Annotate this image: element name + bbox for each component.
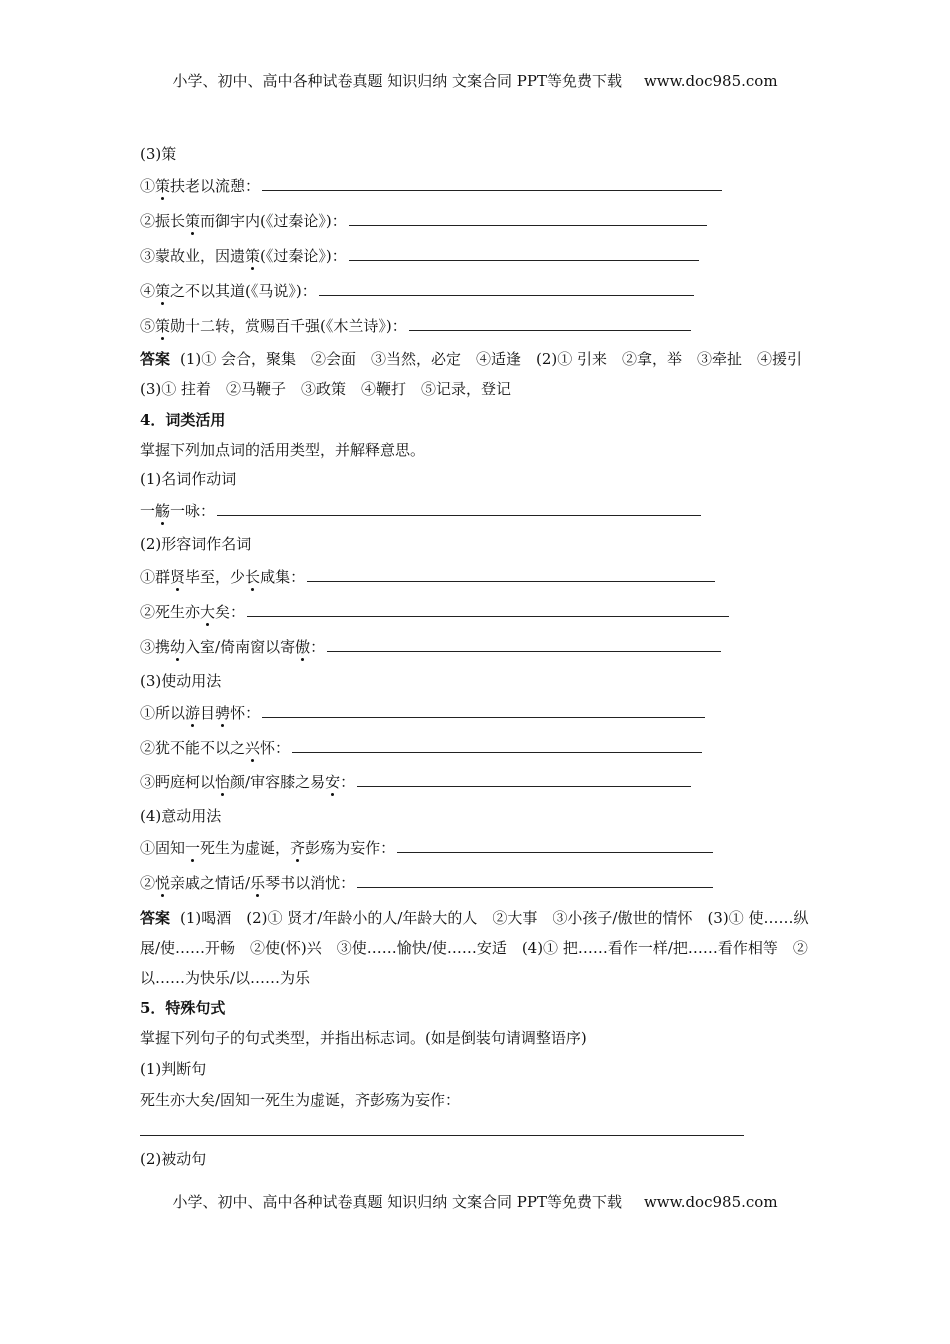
answer-blank[interactable] [397, 840, 713, 853]
s4-b-item-3: ③携幼入室/倚南窗以寄傲： [140, 636, 721, 658]
s4-a-item-1: 一觞一咏： [140, 500, 701, 522]
answer-blank[interactable] [357, 875, 713, 888]
section-5-title: 5．特殊句式 [140, 999, 226, 1017]
s5-a-text: 死生亦大矣/固知一死生为虚诞，齐彭殇为妄作： [140, 1091, 461, 1109]
s4-c-item-1: ①所以游目骋怀： [140, 702, 705, 724]
ce-item-4: ④策之不以其道(《马说》)： [140, 280, 694, 302]
answer-label: 答案 [140, 909, 171, 927]
answer-blank[interactable] [349, 213, 707, 226]
section-5-intro: 掌握下列句子的句式类型，并指出标志词。(如是倒装句请调整语序) [140, 1029, 587, 1047]
answer-blank[interactable] [262, 178, 722, 191]
s4-b-item-2: ②死生亦大矣： [140, 601, 729, 623]
answer-blank[interactable] [247, 604, 729, 617]
ce-heading: (3)策 [140, 145, 177, 163]
section-4-title: 4．词类活用 [140, 411, 226, 429]
answer-blank[interactable] [262, 705, 705, 718]
answer-blank[interactable] [292, 740, 702, 753]
section-4-intro: 掌握下列加点词的活用类型，并解释意思。 [140, 441, 426, 459]
answer-blank[interactable] [319, 283, 694, 296]
s5-b-heading: (2)被动句 [140, 1150, 207, 1168]
s5-a-heading: (1)判断句 [140, 1060, 207, 1078]
footer-site: www.doc985.com [643, 1193, 778, 1211]
answer-text: (1)喝酒 (2)① 贤才/年龄小的人/年龄大的人 ②大事 ③小孩子/傲世的情怀 (3)① 使……纵展/使……开畅 ②使(怀)兴 ③使……愉快/使……安适 (4)① 把……看作一样/把……看作相等 ②以……为快乐/以……为乐 [140, 909, 809, 987]
answer-blank[interactable] [217, 503, 701, 516]
s4-c-item-2: ②犹不能不以之兴怀： [140, 737, 702, 759]
s4-b-heading: (2)形容词作名词 [140, 535, 252, 553]
answer-blank-full[interactable] [140, 1135, 744, 1136]
ce-item-1: ①策扶老以流憩： [140, 175, 722, 197]
ce-item-3: ③蒙故业，因遗策(《过秦论》)： [140, 245, 699, 267]
answer-blank[interactable] [357, 774, 691, 787]
s4-d-item-2: ②悦亲戚之情话/乐琴书以消忧： [140, 872, 713, 894]
s4-d-item-1: ①固知一死生为虚诞，齐彭殇为妄作： [140, 837, 713, 859]
answer-text: (1)① 会合，聚集 ②会面 ③当然，必定 ④适逢 (2)① 引来 ②拿，举 ③牵扯 ④援引 (3)① 拄着 ②马鞭子 ③政策 ④鞭打 ⑤记录，登记 [140, 350, 818, 398]
s4-b-item-1: ①群贤毕至，少长咸集： [140, 566, 715, 588]
s4-c-item-3: ③眄庭柯以怡颜/审容膝之易安： [140, 771, 691, 793]
footer-text: 小学、初中、高中各种试卷真题 知识归纳 文案合同 PPT等免费下载 [172, 1193, 622, 1211]
answer-blank[interactable] [349, 248, 699, 261]
answer-blank[interactable] [327, 639, 721, 652]
answer-blank[interactable] [409, 318, 691, 331]
answer-label: 答案 [140, 350, 171, 368]
answer-block-2 [140, 903, 812, 993]
answer-block-1 [140, 344, 818, 404]
s4-c-heading: (3)使动用法 [140, 672, 222, 690]
ce-item-2: ②振长策而御宇内(《过秦论》)： [140, 210, 707, 232]
s4-d-heading: (4)意动用法 [140, 807, 222, 825]
s4-a-heading: (1)名词作动词 [140, 470, 237, 488]
header-site: www.doc985.com [643, 72, 778, 90]
page-footer [0, 1191, 950, 1212]
ce-item-5: ⑤策勋十二转，赏赐百千强(《木兰诗》)： [140, 315, 691, 337]
answer-blank[interactable] [307, 569, 715, 582]
header-text: 小学、初中、高中各种试卷真题 知识归纳 文案合同 PPT等免费下载 [172, 72, 622, 90]
page-header [0, 70, 950, 91]
